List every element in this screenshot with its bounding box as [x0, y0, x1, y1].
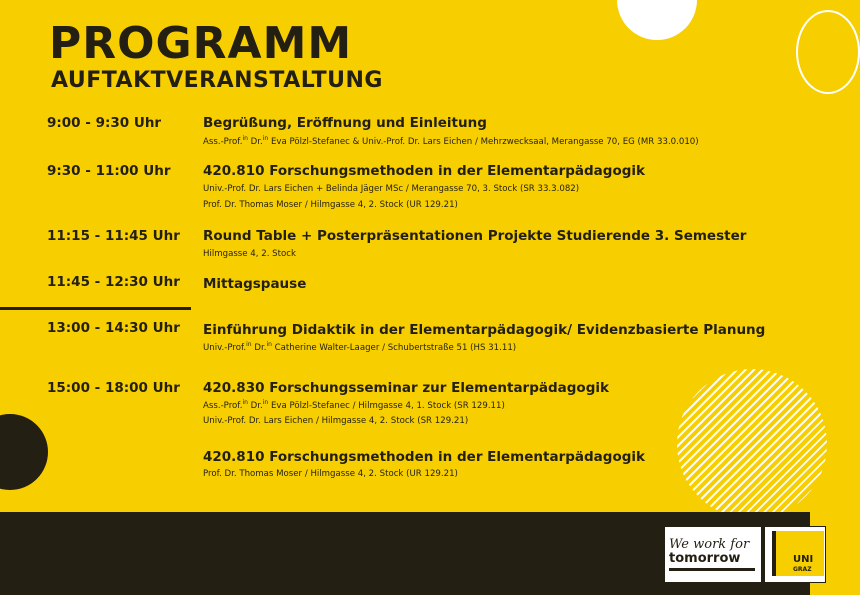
- decorative-white-ring: [796, 10, 860, 94]
- schedule-title: 420.830 Forschungsseminar zur Elementarpädagogik: [203, 380, 609, 396]
- section-divider: [0, 307, 191, 310]
- schedule-time: 9:30 - 11:00 Uhr: [47, 163, 171, 179]
- slogan-underline: [669, 568, 755, 571]
- schedule-detail: Univ.-Prof.$^{in}$ Dr.$^{in}$ Catherine Walter-Laager / Schubertstraße 51 (HS 31.11): [203, 341, 517, 353]
- schedule-title: Einführung Didaktik in der Elementarpädagogik/ Evidenzbasierte Planung: [203, 322, 766, 338]
- schedule-title: Mittagspause: [203, 276, 307, 292]
- schedule-detail: Hilmgasse 4, 2. Stock: [203, 249, 296, 259]
- schedule-time: 11:15 - 11:45 Uhr: [47, 228, 180, 244]
- schedule-detail: Ass.-Prof.$^{in}$ Dr.$^{in}$ Eva Pölzl-Stefanec & Univ.-Prof. Dr. Lars Eichen / Mehrzwecksaal, Merangasse 70, EG (MR 33.0.010): [203, 135, 699, 147]
- schedule-detail: Ass.-Prof.$^{in}$ Dr.$^{in}$ Eva Pölzl-Stefanec / Hilmgasse 4, 1. Stock (SR 129.11): [203, 399, 505, 411]
- schedule-detail: Prof. Dr. Thomas Moser / Hilmgasse 4, 2. Stock (UR 129.21): [203, 469, 458, 479]
- schedule-time: 13:00 - 14:30 Uhr: [47, 320, 180, 336]
- slogan-line-1: We work for: [669, 537, 750, 552]
- schedule-title: 420.810 Forschungsmethoden in der Elementarpädagogik: [203, 449, 645, 465]
- schedule-time: 11:45 - 12:30 Uhr: [47, 274, 180, 290]
- decorative-white-circle: [617, 0, 697, 40]
- university-logo-text: UNI: [793, 554, 814, 565]
- schedule-title: Begrüßung, Eröffnung und Einleitung: [203, 115, 487, 131]
- university-logo-subtext: GRAZ: [793, 566, 812, 573]
- page-subtitle: AUFTAKTVERANSTALTUNG: [51, 68, 383, 93]
- slogan-line-2: tomorrow: [669, 551, 741, 566]
- decorative-dark-circle: [0, 414, 48, 490]
- schedule-detail: Univ.-Prof. Dr. Lars Eichen / Hilmgasse 4, 2. Stock (SR 129.21): [203, 416, 469, 426]
- decorative-hatched-circle: [677, 369, 827, 519]
- schedule-time: 15:00 - 18:00 Uhr: [47, 380, 180, 396]
- schedule-time: 9:00 - 9:30 Uhr: [47, 115, 162, 131]
- schedule-title: Round Table + Posterpräsentationen Projekte Studierende 3. Semester: [203, 228, 747, 244]
- schedule-detail: Univ.-Prof. Dr. Lars Eichen + Belinda Jäger MSc / Merangasse 70, 3. Stock (SR 33.3.082): [203, 184, 580, 194]
- page-title: PROGRAMM: [49, 18, 353, 69]
- schedule-title: 420.810 Forschungsmethoden in der Elementarpädagogik: [203, 163, 645, 179]
- schedule-detail: Prof. Dr. Thomas Moser / Hilmgasse 4, 2. Stock (UR 129.21): [203, 200, 458, 210]
